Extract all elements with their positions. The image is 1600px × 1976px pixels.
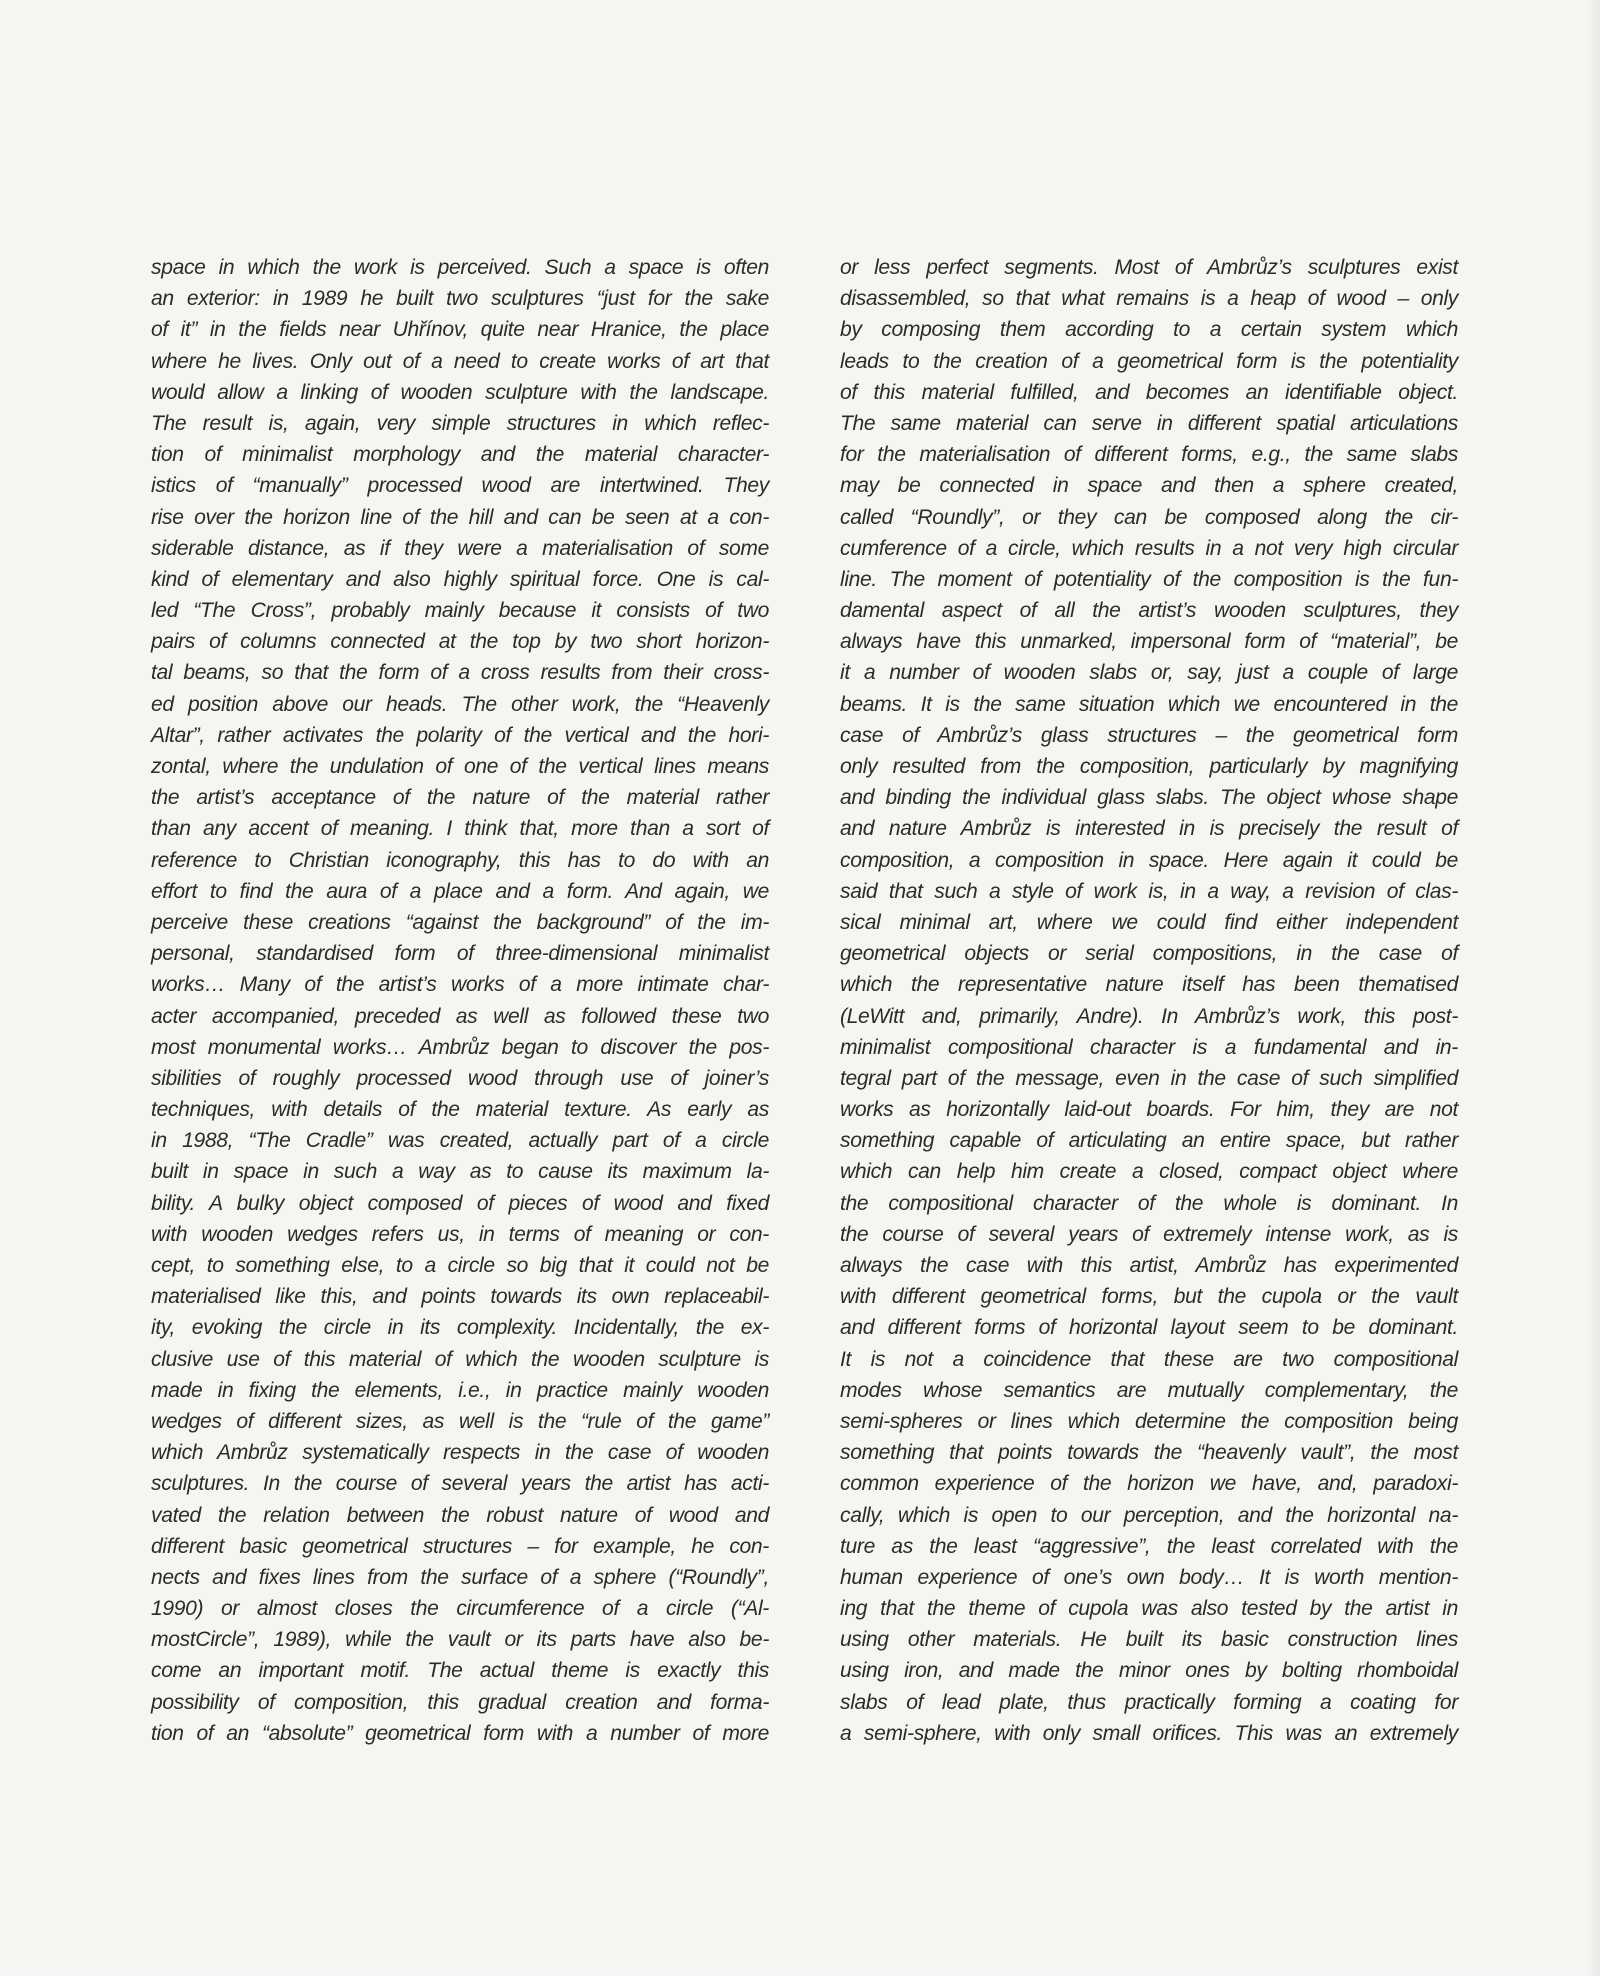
text-line: which can help him create a closed, compact object where (840, 1160, 1458, 1184)
text-line: sical minimal art, where we could find either independent (840, 910, 1458, 934)
text-line: made in fixing the elements, i.e., in practice mainly wooden (151, 1378, 769, 1402)
text-line: materialised like this, and points towards its own replaceabil- (151, 1285, 769, 1309)
text-line: perceive these creations “against the background” of the im- (151, 910, 769, 934)
text-line: using other materials. He built its basic construction lines (840, 1628, 1458, 1652)
text-line: and nature Ambrůz is interested in is precisely the result of (840, 817, 1458, 841)
text-line: space in which the work is perceived. Such a space is often (151, 256, 769, 279)
text-line: most monumental works… Ambrůz began to discover the pos- (151, 1035, 769, 1059)
text-line: the course of several years of extremely intense work, as is (840, 1222, 1458, 1246)
text-line: tion of an “absolute” geometrical form with a number of more (151, 1721, 769, 1745)
text-line: and binding the individual glass slabs. The object whose shape (840, 786, 1458, 810)
text-line: ed position above our heads. The other work, the “Heavenly (151, 692, 769, 716)
text-line: the artist’s acceptance of the nature of the material rather (151, 786, 769, 810)
text-line: rise over the horizon line of the hill and can be seen at a con- (151, 505, 769, 529)
text-line: or less perfect segments. Most of Ambrůz’s sculptures exist (840, 256, 1458, 279)
text-line: composition, a composition in space. Here again it could be (840, 848, 1458, 872)
text-line: which Ambrůz systematically respects in the case of wooden (151, 1441, 769, 1465)
text-line: pairs of columns connected at the top by two short horizon- (151, 630, 769, 654)
text-line: common experience of the horizon we have, and, paradoxi- (840, 1472, 1458, 1496)
text-line: tion of minimalist morphology and the material character- (151, 443, 769, 467)
text-line: only resulted from the composition, particularly by magnifying (840, 755, 1458, 778)
text-line: The result is, again, very simple structures in which reflec- (151, 411, 769, 435)
text-line: works… Many of the artist’s works of a more intimate char- (151, 973, 769, 997)
text-line: and different forms of horizontal layout seem to be dominant. (840, 1316, 1458, 1340)
text-line: built in space in such a way as to cause its maximum la- (151, 1160, 769, 1184)
text-line: of it” in the fields near Uhřínov, quite near Hranice, the place (151, 318, 769, 342)
text-line: sculptures. In the course of several years the artist has acti- (151, 1472, 769, 1496)
text-line: may be connected in space and then a sphere created, (840, 474, 1458, 498)
text-line: reference to Christian iconography, this has to do with an (151, 848, 769, 872)
text-line: nects and fixes lines from the surface of a sphere (“Roundly”, (151, 1565, 769, 1589)
text-line: leads to the creation of a geometrical form is the potentiality (840, 349, 1458, 373)
text-line: cumference of a circle, which results in a not very high circular (840, 536, 1458, 560)
text-line: by composing them according to a certain system which (840, 318, 1458, 342)
text-line: led “The Cross”, probably mainly because it consists of two (151, 599, 769, 623)
text-line: personal, standardised form of three-dimensional minimalist (151, 942, 769, 966)
text-line: using iron, and made the minor ones by bolting rhomboidal (840, 1659, 1458, 1683)
page-edge-shadow (1586, 0, 1600, 1976)
text-line: in 1988, “The Cradle” was created, actually part of a circle (151, 1129, 769, 1153)
text-line: with wooden wedges refers us, in terms of meaning or con- (151, 1222, 769, 1246)
text-line: which the representative nature itself has been thematised (840, 973, 1458, 997)
text-line: disassembled, so that what remains is a heap of wood – only (840, 287, 1458, 311)
text-line: cept, to something else, to a circle so big that it could not be (151, 1254, 769, 1277)
text-line: something capable of articulating an entire space, but rather (840, 1129, 1458, 1153)
text-line: for the materialisation of different forms, e.g., the same slabs (840, 443, 1458, 467)
text-line: with different geometrical forms, but the cupola or the vault (840, 1285, 1458, 1309)
text-line: where he lives. Only out of a need to create works of art that (151, 349, 769, 373)
text-line: always have this unmarked, impersonal form of “material”, be (840, 630, 1458, 654)
text-line: ture as the least “aggressive”, the least correlated with the (840, 1534, 1458, 1558)
text-line: beams. It is the same situation which we encountered in the (840, 692, 1458, 716)
text-line: than any accent of meaning. I think that, more than a sort of (151, 817, 769, 841)
text-line: techniques, with details of the material texture. As early as (151, 1098, 769, 1122)
text-line: an exterior: in 1989 he built two sculptures “just for the sake (151, 287, 769, 311)
text-line: Altar”, rather activates the polarity of the vertical and the hori- (151, 723, 769, 747)
text-line: It is not a coincidence that these are two compositional (840, 1347, 1458, 1371)
text-line: istics of “manually” processed wood are intertwined. They (151, 474, 769, 498)
text-line: damental aspect of all the artist’s wooden sculptures, they (840, 599, 1458, 623)
text-line: minimalist compositional character is a fundamental and in- (840, 1035, 1458, 1059)
text-line: works as horizontally laid-out boards. For him, they are not (840, 1098, 1458, 1122)
text-line: sibilities of roughly processed wood through use of joiner’s (151, 1066, 769, 1090)
text-line: something that points towards the “heavenly vault”, the most (840, 1441, 1458, 1465)
text-line: it a number of wooden slabs or, say, just a couple of large (840, 661, 1458, 685)
text-line: geometrical objects or serial compositions, in the case of (840, 942, 1458, 966)
text-line: of this material fulfilled, and becomes an identifiable object. (840, 380, 1458, 404)
text-line: human experience of one’s own body… It is worth mention- (840, 1565, 1458, 1589)
text-line: semi-spheres or lines which determine the composition being (840, 1409, 1458, 1433)
text-line: always the case with this artist, Ambrůz has experimented (840, 1254, 1458, 1277)
text-line: a semi-sphere, with only small orifices. This was an extremely (840, 1721, 1458, 1745)
text-line: possibility of composition, this gradual creation and forma- (151, 1690, 769, 1714)
text-line: ity, evoking the circle in its complexity. Incidentally, the ex- (151, 1316, 769, 1340)
text-line: called “Roundly”, or they can be composed along the cir- (840, 505, 1458, 529)
text-line: The same material can serve in different spatial articulations (840, 411, 1458, 435)
text-line: clusive use of this material of which the wooden sculpture is (151, 1347, 769, 1371)
text-line: (LeWitt and, primarily, Andre). In Ambrůz’s work, this post- (840, 1004, 1458, 1028)
text-line: would allow a linking of wooden sculpture with the landscape. (151, 380, 769, 404)
text-column-left (151, 252, 769, 1749)
text-line: modes whose semantics are mutually complementary, the (840, 1378, 1458, 1402)
text-line: come an important motif. The actual theme is exactly this (151, 1659, 769, 1683)
text-column-right (840, 252, 1458, 1749)
text-line: effort to find the aura of a place and a form. And again, we (151, 879, 769, 903)
text-line: acter accompanied, preceded as well as followed these two (151, 1004, 769, 1028)
text-line: ing that the theme of cupola was also tested by the artist in (840, 1597, 1458, 1621)
text-line: bility. A bulky object composed of pieces of wood and fixed (151, 1191, 769, 1215)
text-line: kind of elementary and also highly spiritual force. One is cal- (151, 567, 769, 591)
text-line: line. The moment of potentiality of the composition is the fun- (840, 567, 1458, 591)
text-line: tal beams, so that the form of a cross results from their cross- (151, 661, 769, 685)
text-line: zontal, where the undulation of one of the vertical lines means (151, 755, 769, 778)
text-line: slabs of lead plate, thus practically forming a coating for (840, 1690, 1458, 1714)
text-line: vated the relation between the robust nature of wood and (151, 1503, 769, 1527)
text-line: cally, which is open to our perception, and the horizontal na- (840, 1503, 1458, 1527)
text-line: tegral part of the message, even in the case of such simplified (840, 1066, 1458, 1090)
text-line: different basic geometrical structures – for example, he con- (151, 1534, 769, 1558)
text-line: the compositional character of the whole is dominant. In (840, 1191, 1458, 1215)
text-line: siderable distance, as if they were a materialisation of some (151, 536, 769, 560)
text-line: wedges of different sizes, as well is the “rule of the game” (151, 1409, 769, 1433)
text-line: 1990) or almost closes the circumference of a circle (“Al- (151, 1597, 769, 1621)
text-line: mostCircle”, 1989), while the vault or its parts have also be- (151, 1628, 769, 1652)
text-line: case of Ambrůz’s glass structures – the geometrical form (840, 723, 1458, 747)
text-line: said that such a style of work is, in a way, a revision of clas- (840, 879, 1458, 903)
